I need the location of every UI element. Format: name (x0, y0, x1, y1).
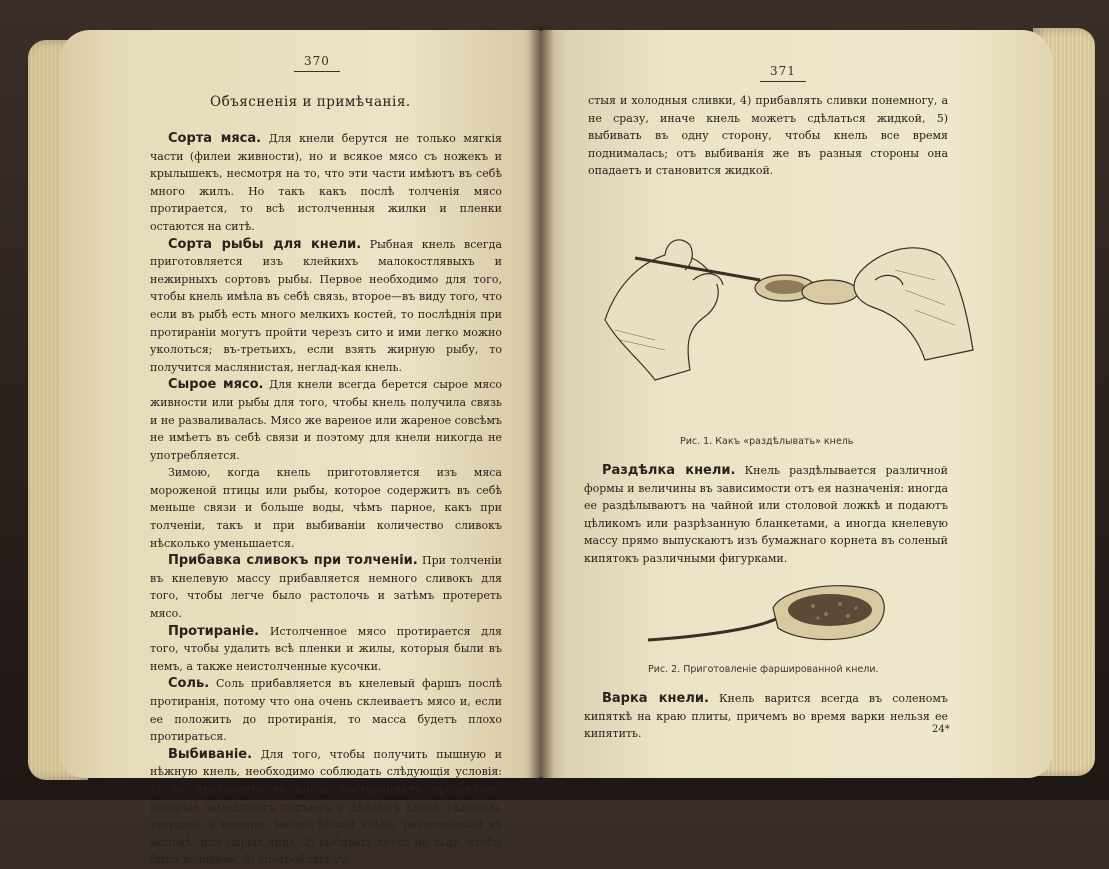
paragraph-salt: Соль. Соль прибавляется въ кнелевый фаршъ послѣ протиранія, потому что она очень склеиваетъ мясо и, если ее положить до протиранія, то масса будетъ плохо протираться. (150, 676, 503, 744)
paragraph-raw-meat: Сырое мясо. Для кнели всегда берется сырое мясо живности или рыбы для того, чтобы кнель получила связь и не разваливалась. Мясо же вареное или жареное совсѣмъ не имѣетъ въ себѣ связи и поэтому для кнели никогда не употребляется. (150, 377, 502, 462)
paragraph-meat-types: Сорта мяса. Для кнели берутся не только мягкія части (филеи живности), но и всякое мясо съ ножекъ и крылышекъ, несмотря на то, что эти части имѣютъ въ себѣ много жилъ. Но такъ какъ послѣ толченія мясо протирается, то всѣ истолченныя жилки и пленки остаются на ситѣ. (150, 131, 502, 233)
paragraph-winter: Зимою, когда кнель приготовляется изъ мяса мороженой птицы или рыбы, которое содержитъ въ себѣ меньше связи и больше воды, чѣмъ парное, какъ при толченіи, такъ и при выбиваніи количество сливокъ нѣсколько уменьшается. (150, 466, 502, 550)
section-heading: Объясненія и примѣчанія. (210, 94, 411, 110)
paragraph-boiling: Варка кнели. Кнель варится всегда въ соленомъ кипяткѣ на краю плиты, причемъ во время варки нельзя ее кипятить. (584, 691, 948, 741)
paragraph-rubbing: Протираніе. Истолченное мясо протирается для того, чтобы удалить всѣ пленки и жилы, которыя были въ немъ, а также неистолченные кусочки. (150, 623, 502, 673)
right-page (540, 30, 1052, 778)
left-page (60, 30, 542, 867)
left-page-text (150, 130, 502, 869)
signature-mark: 24* (932, 724, 950, 735)
paragraph-continuation: стыя и холодныя сливки, 4) прибавлять сливки понемногу, а не сразу, иначе кнель можетъ сдѣлаться жидкой, 5) выбивать въ одну сторону, чтобы кнель все время поднималась; отъ выбиванія же въ разныя стороны она опадаетъ и становится жидкой. (588, 94, 948, 178)
figure-2-caption: Рис. 2. Приготовленіе фаршированной кнели. (648, 664, 879, 675)
paragraph-fish-types: Сорта рыбы для кнели. Рыбная кнель всегда приготовляется изъ клейкихъ малокостлявыхъ и нежирныхъ сортовъ рыбы. Первое необходимо для того, чтобы кнель имѣла въ себѣ связь, второе—въ виду того, что если въ рыбѣ есть много мелкихъ костей, то послѣднія при протираніи могутъ пройти черезъ сито и ими легко можно уколоться; въ-третьихъ, если взять жирную рыбу, то получится маслянистая, неглад-кая кнель. (150, 236, 502, 374)
figure-1-caption: Рис. 1. Какъ «раздѣлывать» кнель (680, 436, 854, 447)
right-page-top-text (588, 92, 948, 180)
right-page-number: 371 (770, 64, 796, 78)
right-page-middle-text (584, 462, 948, 568)
paragraph-shaping: Раздѣлка кнели. Кнель раздѣлывается различной формы и величины въ зависимости отъ ея назначенія: иногда ее раздѣлываютъ на чайной или столовой ложкѣ и подаютъ цѣликомъ или разрѣзанную бланкетами, а иногда кнелевую массу прямо выпускаютъ изъ бумажнаго корнета въ соленый кипятокъ различными фигурками. (584, 463, 948, 565)
paragraph-cream: Прибавка сливокъ при толченіи. При толченіи въ кнелевую массу прибавляется немного сливокъ для того, чтобы легче было растолочь и затѣмъ протереть мясо. (150, 553, 502, 621)
stuffed-spoon-illustration (648, 578, 888, 658)
right-page-bottom-text (584, 690, 948, 743)
book-gutter (528, 26, 554, 782)
paragraph-beating: Выбиваніе. Для того, чтобы получить пышную и нѣжную кнель, необходимо соблюдать слѣдующія условія: 1) не прибавлять въ кнель постороннихъ продуктовъ, которые замедляютъ подъемъ и дѣлаютъ кнель тяжелою, твердою, а именно: масло, бѣлый хлѣбъ, размоченный въ молокѣ, или сырыя яйца, 2) выбивать кнель на льду, чтобы была холодная, 3) употреблять гу- (150, 746, 502, 867)
hands-spoons-illustration (595, 210, 975, 385)
left-page-number: 370 (304, 54, 330, 68)
